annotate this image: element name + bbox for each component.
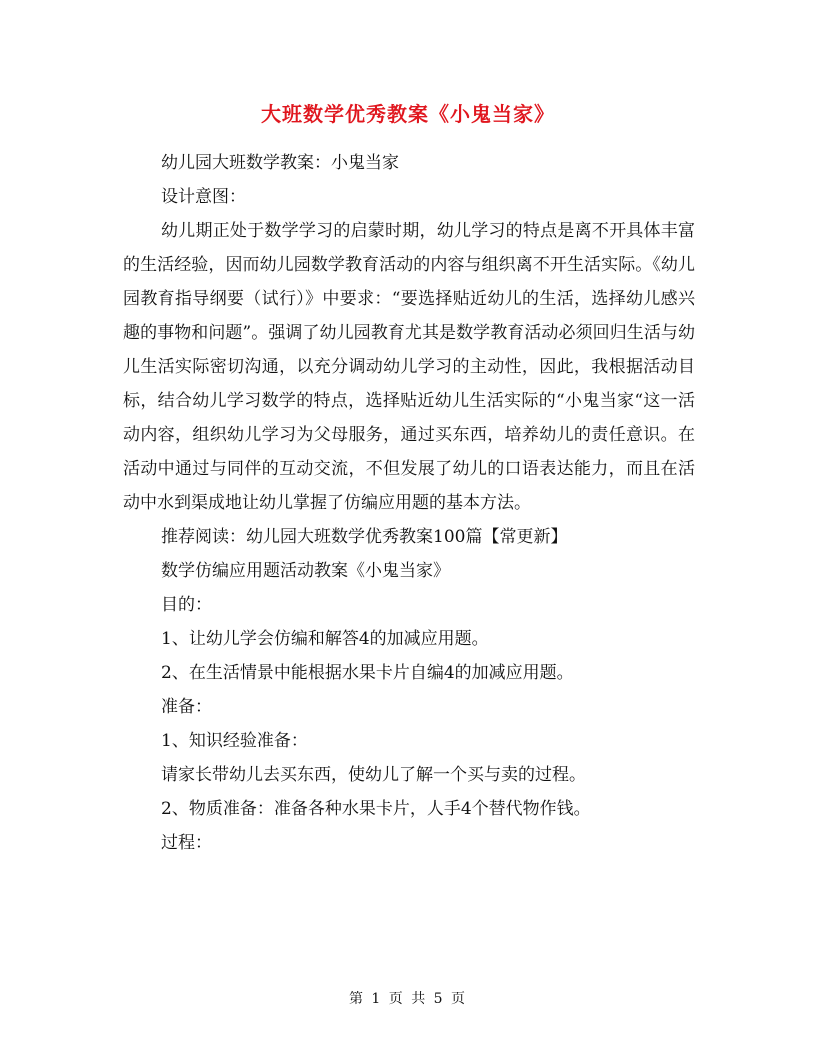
footer-middle: 页 共 — [388, 991, 428, 1007]
paragraph-prep-1-detail: 请家长带幼儿去买东西，使幼儿了解一个买与卖的过程。 — [161, 765, 586, 785]
document-title: 大班数学优秀教案《小鬼当家》 — [261, 102, 555, 126]
paragraph-goal-1: 1、让幼儿学会仿编和解答4的加减应用题。 — [161, 629, 489, 649]
paragraph-subtitle: 幼儿园大班数学教案：小鬼当家 — [161, 153, 399, 173]
paragraph-prep-heading: 准备： — [161, 697, 212, 717]
paragraph-process-heading: 过程： — [161, 833, 212, 853]
paragraph-goals-heading: 目的： — [161, 595, 212, 615]
footer-total-pages: 5 — [433, 991, 445, 1007]
footer-prefix: 第 — [348, 991, 365, 1007]
paragraph-lesson-name: 数学仿编应用题活动教案《小鬼当家》 — [161, 561, 450, 581]
paragraph-design-intent-heading: 设计意图： — [161, 187, 246, 207]
document-body — [123, 146, 695, 860]
footer-suffix: 页 — [451, 991, 468, 1007]
paragraph-prep-2: 2、物质准备：准备各种水果卡片，人手4个替代物作钱。 — [161, 799, 591, 819]
footer-page-number: 1 — [371, 991, 383, 1007]
paragraph-prep-1: 1、知识经验准备： — [161, 731, 308, 751]
paragraph-recommended-reading: 推荐阅读：幼儿园大班数学优秀教案100篇【常更新】 — [161, 527, 568, 547]
page-footer — [0, 988, 816, 1008]
paragraph-goal-2: 2、在生活情景中能根据水果卡片自编4的加减应用题。 — [161, 663, 574, 683]
paragraph-design-intent: 幼儿期正处于数学学习的启蒙时期，幼儿学习的特点是离不开具体丰富的生活经验，因而幼儿园数学教育活动的内容与组织离不开生活实际。《幼儿园教育指导纲要（试行）》中要求：“要选择贴近幼儿的生活，选择幼儿感兴趣的事物和问题”。强调了幼儿园教育尤其是数学教育活动必须回归生活与幼儿生活实际密切沟通，以充分调动幼儿学习的主动性，因此，我根据活动目标，结合幼儿学习数学的特点，选择贴近幼儿生活实际的“小鬼当家“这一活动内容，组织幼儿学习为父母服务，通过买东西，培养幼儿的责任意识。在活动中通过与同伴的互动交流，不但发展了幼儿的口语表达能力，而且在活动中水到渠成地让幼儿掌握了仿编应用题的基本方法。 — [123, 221, 695, 513]
